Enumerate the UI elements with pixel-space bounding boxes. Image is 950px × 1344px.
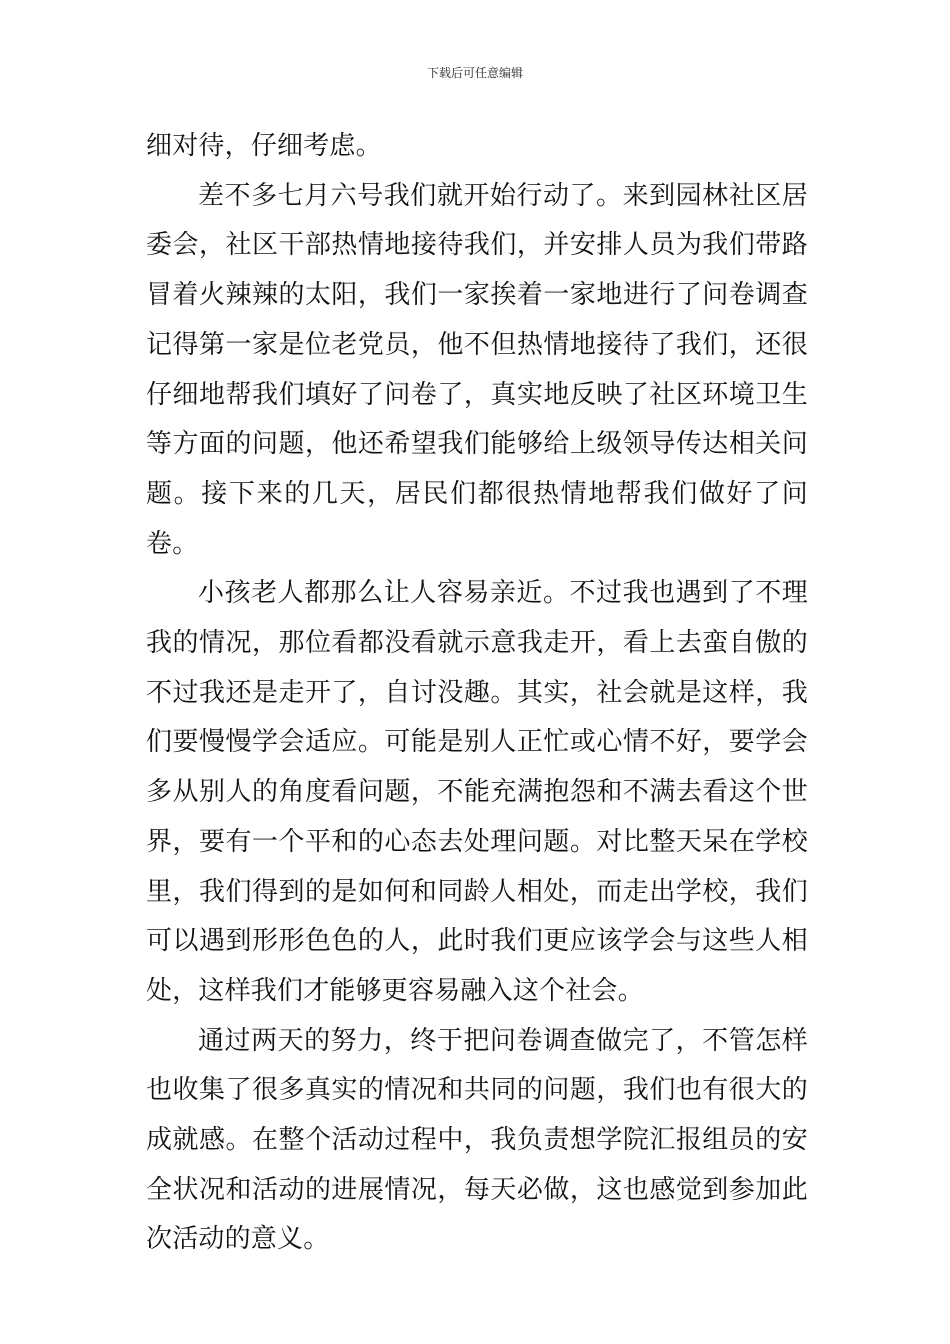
paragraph-3: 小孩老人都那么让人容易亲近。不过我也遇到了不理我的情况，那位看都没看就示意我走开，看上去蛮自傲的不过我还是走开了，自讨没趣。其实，社会就是这样，我们要慢慢学会适应。可能是别人正忙或心情不好，要学会多从别人的角度看问题，不能充满抱怨和不满去看这个世界，要有一个平和的心态去处理问题。对比整天呆在学校里，我们得到的是如何和同龄人相处，而走出学校，我们可以遇到形形色色的人，此时我们更应该学会与这些人相处，这样我们才能够更容易融入这个社会。 bbox=[146, 578, 808, 1006]
paragraph-2: 差不多七月六号我们就开始行动了。来到园林社区居委会，社区干部热情地接待我们，并安排人员为我们带路冒着火辣辣的太阳，我们一家挨着一家地进行了问卷调查记得第一家是位老党员，他不但热情地接待了我们，还很仔细地帮我们填好了问卷了，真实地反映了社区环境卫生等方面的问题，他还希望我们能够给上级领导传达相关问题。接下来的几天，居民们都很热情地帮我们做好了问卷。 bbox=[146, 180, 808, 559]
document-body bbox=[146, 122, 808, 1265]
page-header-note: 下载后可任意编辑 bbox=[426, 66, 523, 80]
paragraph-4: 通过两天的努力，终于把问卷调查做完了，不管怎样也收集了很多真实的情况和共同的问题，我们也有很大的成就感。在整个活动过程中，我负责想学院汇报组员的安全状况和活动的进展情况，每天必做，这也感觉到参加此次活动的意义。 bbox=[146, 1025, 808, 1255]
paragraph-1: 细对待，仔细考虑。 bbox=[146, 131, 382, 161]
